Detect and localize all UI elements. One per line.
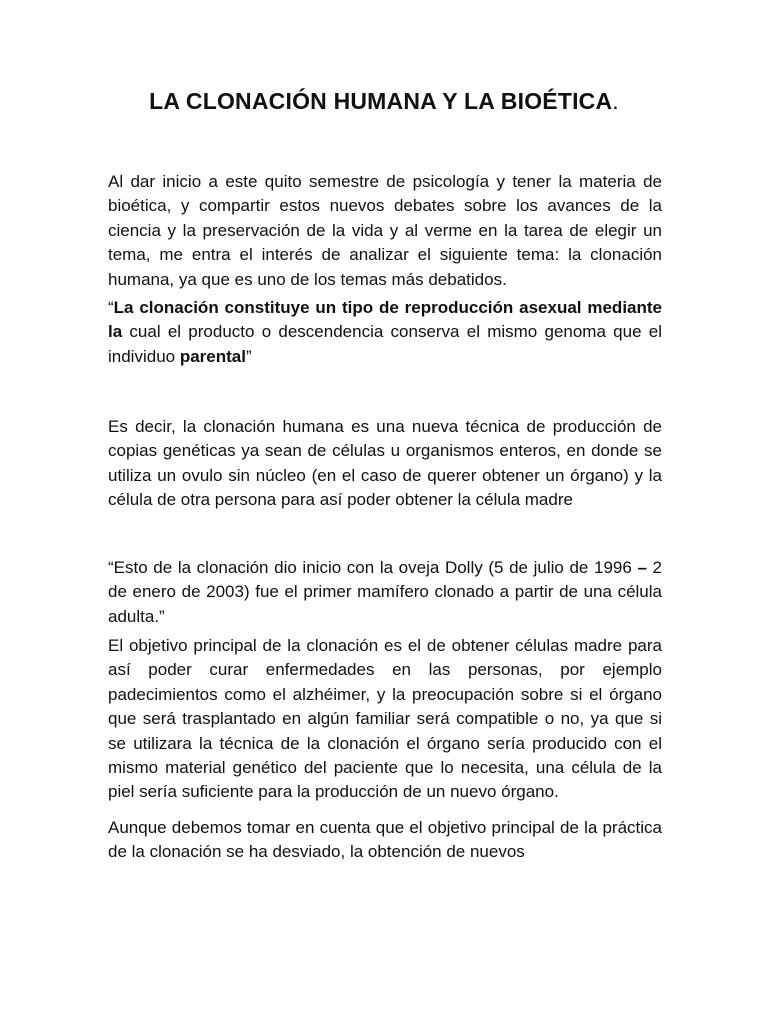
closing-paragraph: Aunque debemos tomar en cuenta que el objetivo principal de la práctica de la clonación se ha desviado, la obtención de nuevos — [108, 818, 662, 862]
title-period: . — [612, 88, 619, 114]
quote-normal-text: cual el producto o descendencia conserva el mismo genoma que el individuo — [108, 322, 662, 366]
quote-bold-end: parental — [179, 346, 246, 366]
explanation-paragraph: Es decir, la clonación humana es una nueva técnica de producción de copias genéticas ya sean de células u organismos enteros, en donde se utiliza un ovulo sin núcleo (en el caso de querer obtener un órgano) y la célula de otra persona para así poder obtener la célula madre — [108, 417, 662, 510]
quote-bold-text: La clonación constituye un tipo de reproducción asexual mediante la — [108, 298, 662, 342]
definition-quote — [108, 296, 662, 369]
document-title — [0, 88, 768, 115]
dolly-text-2: 2 de enero de 2003) fue el primer mamífero clonado a partir de una célula adulta.” — [108, 558, 662, 626]
objective-paragraph: El objetivo principal de la clonación es el de obtener células madre para así poder curar enfermedades en las personas, por ejemplo padecimientos como el alzhéimer, y la preocupación sobre si el órgano que será trasplantado en algún familiar será compatible o no, ya que si se utilizara la técnica de la clonación el órgano sería producido con el mismo material genético del paciente que lo necesita, una célula de la piel sería suficiente para la producción de un nuevo órgano. — [108, 636, 662, 802]
quote-close-mark: ” — [245, 346, 252, 366]
title-text: LA CLONACIÓN HUMANA Y LA BIOÉTICA — [149, 88, 613, 114]
dolly-text-1: “Esto de la clonación dio inicio con la oveja Dolly (5 de julio de 1996 — [108, 558, 638, 577]
dolly-quote — [108, 556, 662, 629]
dolly-dash: – — [637, 558, 647, 577]
quote-open-mark: “ — [108, 298, 114, 317]
intro-paragraph: Al dar inicio a este quito semestre de psicología y tener la materia de bioética, y compartir estos nuevos debates sobre los avances de la ciencia y la preservación de la vida y al verme en la tarea de elegir un tema, me entra el interés de analizar el siguiente tema: la clonación humana, ya que es uno de los temas más debatidos. — [108, 172, 662, 289]
